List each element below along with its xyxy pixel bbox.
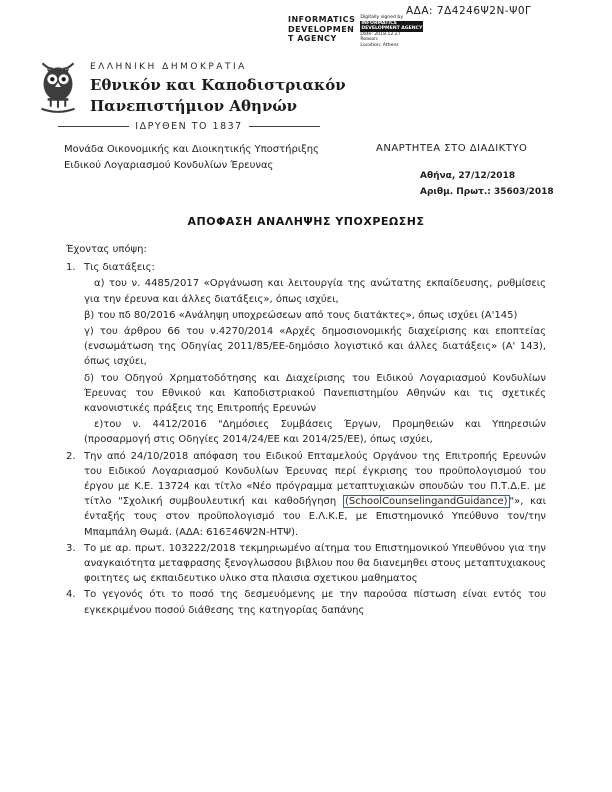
document-body	[66, 242, 546, 619]
document-title: ΑΠΟΦΑΣΗ ΑΝΑΛΗΨΗΣ ΥΠΟΧΡΕΩΣΗΣ	[187, 215, 425, 228]
sub-item-d: δ) του Οδηγού Χρηματοδότησης και Διαχείρισης του Ειδικού Λογαριασμού Κονδυλίων Έρευνας του Εθνικού και Καποδιστριακού Πανεπιστημίου Αθηνών και τις σχετικές κανονιστικές πράξεις της Επιτροπής Ερευνών	[84, 372, 546, 415]
university-name-line2: Πανεπιστήμιον Αθηνών	[90, 97, 298, 115]
stamp-agency-line: DEVELOPMEN	[288, 24, 355, 34]
sub-item-c: γ) του άρθρου 66 του ν.4270/2014 «Αρχές δημοσιονομικής διαχείρισης και εποπτείας (ενσωμάτωση της Οδηγίας 2011/85/ΕΕ-δημόσιο λογιστικό και άλλες διατάξεις» (Α' 143), όπως ισχύει,	[84, 326, 546, 368]
item-text: Το γεγονός ότι το ποσό της δεσμευόμενης με την παρούσα πίστωση είναι εντός του εγκεκριμένου ποσού διάθεσης της κατηγορίας δαπάνης	[84, 589, 546, 616]
stamp-detail-line: Reason:	[360, 37, 379, 43]
founded-label: ΙΔΡΥΘΕΝ ΤΟ 1837	[135, 121, 243, 132]
department-line: Ειδικού Λογαριασμού Κονδυλίων Έρευνας	[64, 160, 274, 171]
stamp-agency-line: T AGENCY	[288, 34, 337, 43]
ada-code: ΑΔΑ: 7Δ4246Ψ2Ν-Ψ0Γ	[406, 5, 532, 17]
list-item-3	[66, 541, 546, 587]
divider-line	[58, 126, 129, 127]
place-date: Αθήνα, 27/12/2018	[420, 171, 516, 181]
preamble: Έχοντας υπόψη:	[66, 244, 147, 255]
university-name-line1: Εθνικόν και Καποδιστριακόν	[90, 76, 346, 94]
item-text: Την από 24/10/2018 απόφαση του Ειδικού Επταμελούς Οργάνου της Επιτροπής Ερευνών του Ειδικού Λογαριασμού Κονδυλίων Έρευνας περί έγκρισης του προϋπολογισμού του έργου με Κ.Ε. 13724 και τίτλο «Νέο πρόγραμμα μεταπτυχιακών σπουδών του Π.Τ.Δ.Ε. με τίτλο "Σχολική συμβουλευτική και καθοδήγηση	[84, 450, 546, 508]
divider-line	[249, 126, 320, 127]
stamp-detail-line: Digitally signed by	[360, 15, 404, 20]
item-text: Το με αρ. πρωτ. 103222/2018 τεκμηριωμένο αίτημα του Επιστημονικού Υπευθύνου για την αναγκαιότητα μεταφρασης ξενογλωσσου βιβλιου που θα διανεμηθει στους μεταπτυχιακους φοιτητες ως εκπαιδευτικο υλικο στα πλαισια σχετικου μαθηματος	[84, 542, 546, 585]
sub-item-b: β) του πδ 80/2016 «Ανάληψη υποχρεώσεων από τους διατάκτες», όπως ισχύει (Α'145)	[84, 309, 518, 321]
signature-details	[360, 15, 423, 49]
item-text: Τις διατάξεις:	[84, 262, 155, 274]
ida-logo-text	[288, 15, 355, 44]
item-number: 3.	[66, 542, 76, 554]
stamp-detail-line: INFORMATICS	[360, 21, 423, 27]
item-number: 1.	[66, 262, 76, 274]
list-item-2	[66, 449, 546, 540]
digital-signature-stamp	[288, 15, 423, 49]
list-item-1	[66, 260, 546, 275]
stamp-detail-line: Date: 2018.12.27	[360, 31, 401, 37]
founded-1837-row	[58, 121, 320, 132]
list-item-4	[66, 587, 546, 617]
internet-posting-label: ΑΝΑΡΤΗΤΕΑ ΣΤΟ ΔΙΑΔΙΚΤΥΟ	[376, 143, 528, 154]
department-name	[64, 142, 319, 174]
department-line: Μονάδα Οικονομικής και Διοικητικής Υποστήριξης	[64, 144, 319, 155]
stamp-agency-line: INFORMATICS	[288, 15, 356, 24]
protocol-number: Αριθμ. Πρωτ.: 35603/2018	[420, 187, 554, 197]
sub-item-e: ε)του ν. 4412/2016 "Δημόσιες Συμβάσεις Έργων, Προμηθειών και Υπηρεσιών (προσαρμογή στις Οδηγίες 2014/24/ΕΕ και 2014/25/ΕΕ), όπως ισχύει,	[84, 419, 546, 446]
item-number: 4.	[66, 589, 76, 601]
item-number: 2.	[66, 450, 76, 462]
link-annotation-box[interactable]: (SchoolCounselingandGuidance)	[344, 496, 508, 508]
item-text: "», και ένταξής τους στον προϋπολογισμό του Ε.Λ.Κ.Ε, με Επιστημονικό Υπεύθυνο τον/την Μπαμπάλη Θωμά. (ΑΔΑ: 616Ξ46Ψ2Ν-ΗΤΨ).	[84, 496, 546, 538]
stamp-detail-line: Location: Athens	[360, 42, 399, 48]
sub-item-a: α) του ν. 4485/2017 «Οργάνωση και λειτουργία της ανώτατης εκπαίδευσης, ρυθμίσεις για την έρευνα και άλλες διατάξεις», όπως ισχύει,	[84, 278, 546, 305]
university-owl-emblem-icon	[34, 56, 82, 116]
stamp-detail-line: DEVELOPMENT AGENCY	[361, 26, 423, 32]
hellenic-republic-label: ΕΛΛΗΝΙΚΗ ΔΗΜΟΚΡΑΤΙΑ	[90, 62, 247, 72]
